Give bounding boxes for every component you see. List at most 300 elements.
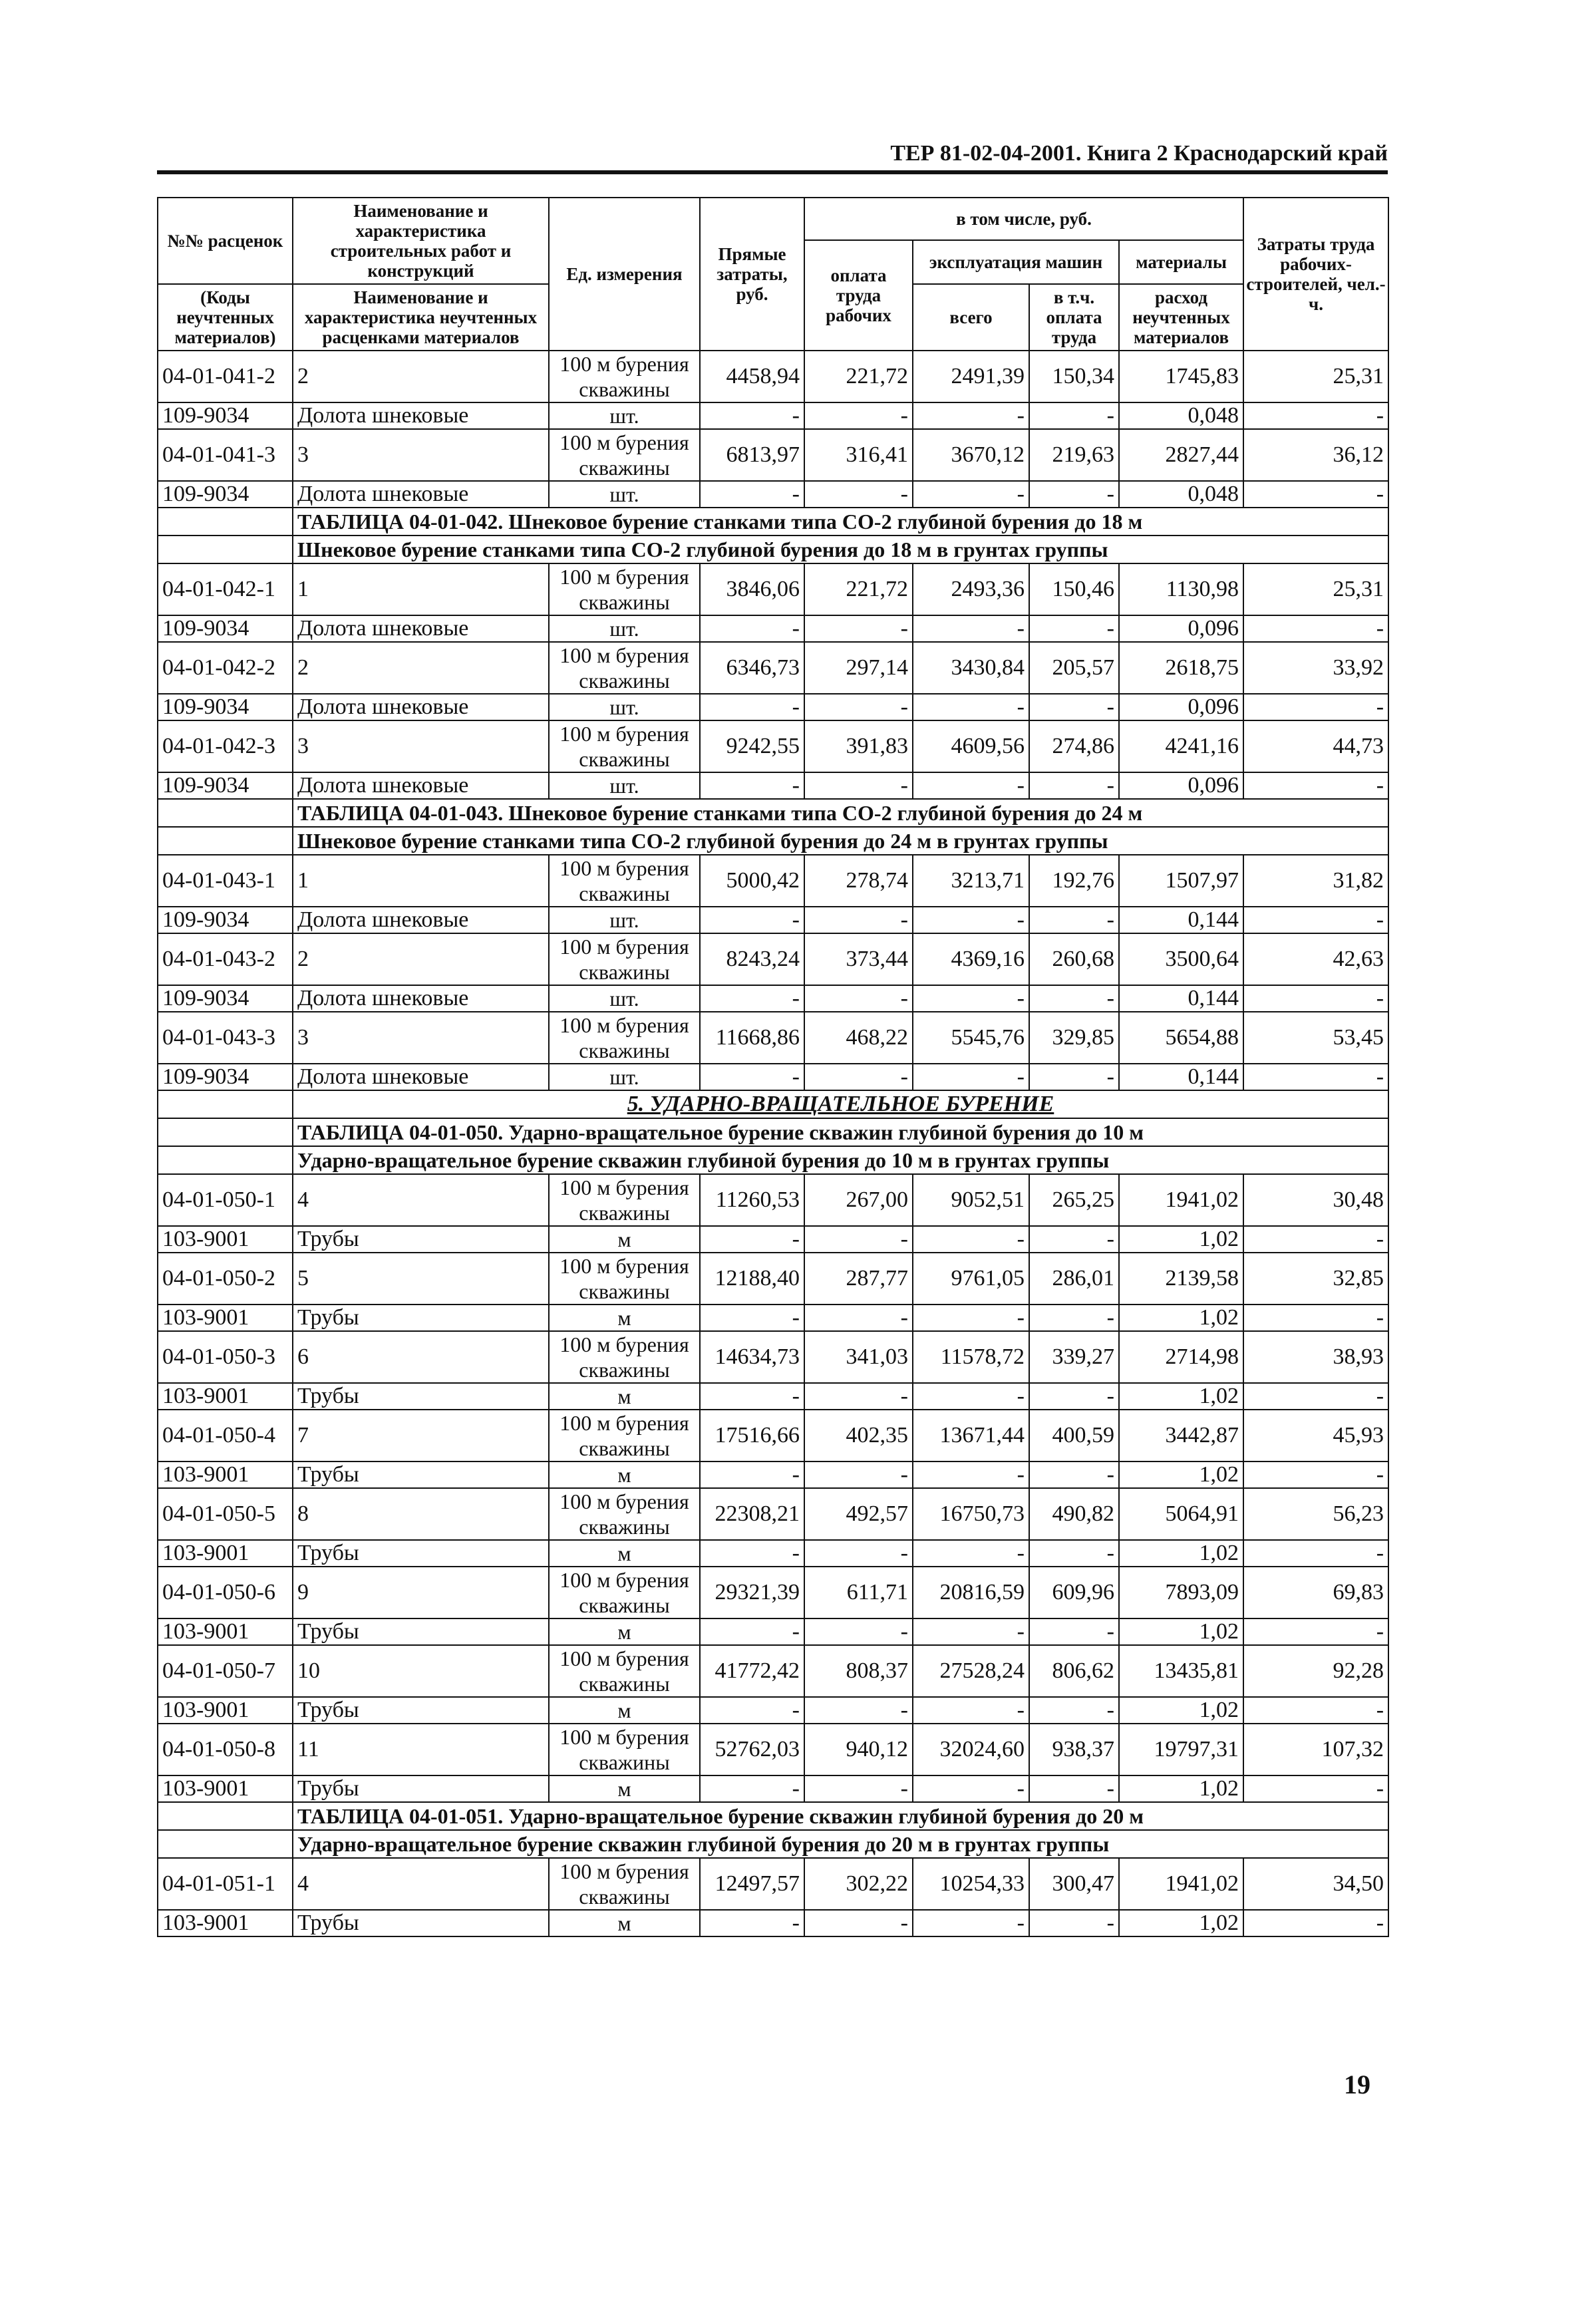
labor-hours-cell: 53,45 — [1243, 1012, 1388, 1064]
price-row — [158, 642, 1388, 694]
direct-costs-cell: 14634,73 — [700, 1331, 804, 1383]
resource-row — [158, 1461, 1388, 1488]
labor-hours-cell: 36,12 — [1243, 429, 1388, 481]
direct-costs-cell: - — [700, 615, 804, 642]
price-row — [158, 1724, 1388, 1775]
labor-wages-cell: - — [804, 1697, 913, 1724]
labor-hours-cell: - — [1243, 985, 1388, 1012]
direct-costs-cell: 9242,55 — [700, 720, 804, 772]
rate-code-cell: 109-9034 — [158, 481, 293, 508]
labor-hours-cell: 56,23 — [1243, 1488, 1388, 1540]
work-name-cell: 11 — [293, 1724, 549, 1775]
col-labor-wages: оплата труда рабочих — [804, 240, 913, 351]
unit-measure-cell: шт. — [549, 1064, 700, 1090]
unit-measure-cell: м — [549, 1305, 700, 1331]
work-name-cell: 4 — [293, 1858, 549, 1910]
machines-total-cell: 9761,05 — [913, 1253, 1029, 1305]
direct-costs-cell: - — [700, 1540, 804, 1567]
labor-wages-cell: - — [804, 481, 913, 508]
labor-wages-cell: 492,57 — [804, 1488, 913, 1540]
materials-cell: 1,02 — [1119, 1461, 1243, 1488]
rate-code-cell: 04-01-043-2 — [158, 933, 293, 985]
materials-cell: 0,048 — [1119, 402, 1243, 429]
labor-wages-cell: 221,72 — [804, 563, 913, 615]
col-code-top: №№ расценок — [158, 198, 293, 284]
labor-wages-cell: 940,12 — [804, 1724, 913, 1775]
materials-cell: 1745,83 — [1119, 351, 1243, 402]
resource-row — [158, 985, 1388, 1012]
machines-labor-cell: - — [1029, 1461, 1119, 1488]
section-heading-row — [158, 1090, 1388, 1118]
machines-total-cell: - — [913, 1540, 1029, 1567]
materials-cell: 0,144 — [1119, 1064, 1243, 1090]
rate-code-cell: 103-9001 — [158, 1461, 293, 1488]
work-name-cell: 8 — [293, 1488, 549, 1540]
direct-costs-cell: 3846,06 — [700, 563, 804, 615]
direct-costs-cell: 52762,03 — [700, 1724, 804, 1775]
labor-hours-cell: 69,83 — [1243, 1567, 1388, 1618]
labor-wages-cell: - — [804, 1064, 913, 1090]
resource-row — [158, 772, 1388, 799]
col-machines-labor: в т.ч. оплата труда — [1029, 284, 1119, 351]
price-row — [158, 1858, 1388, 1910]
unit-measure-cell: м — [549, 1383, 700, 1410]
price-row — [158, 1488, 1388, 1540]
page-number: 19 — [1344, 2070, 1370, 2099]
materials-cell: 0,096 — [1119, 772, 1243, 799]
machines-total-cell: 16750,73 — [913, 1488, 1029, 1540]
rate-code-cell: 04-01-050-8 — [158, 1724, 293, 1775]
labor-wages-cell: - — [804, 615, 913, 642]
work-name-cell: Трубы — [293, 1910, 549, 1936]
unit-measure-cell: 100 м бурения скважины — [549, 1253, 700, 1305]
work-name-cell: Долота шнековые — [293, 985, 549, 1012]
unit-measure-cell: 100 м бурения скважины — [549, 351, 700, 402]
materials-cell: 1941,02 — [1119, 1174, 1243, 1226]
machines-labor-cell: - — [1029, 1064, 1119, 1090]
unit-measure-cell: 100 м бурения скважины — [549, 1724, 700, 1775]
col-machines: эксплуатация машин — [913, 240, 1119, 284]
resource-row — [158, 1540, 1388, 1567]
machines-total-cell: - — [913, 615, 1029, 642]
machines-labor-cell: 274,86 — [1029, 720, 1119, 772]
col-labor-hours: Затраты труда рабочих-строителей, чел.-ч. — [1243, 198, 1388, 351]
price-row — [158, 1645, 1388, 1697]
rate-code-cell: 103-9001 — [158, 1226, 293, 1253]
direct-costs-cell: 6346,73 — [700, 642, 804, 694]
direct-costs-cell: - — [700, 1618, 804, 1645]
materials-cell: 19797,31 — [1119, 1724, 1243, 1775]
materials-cell: 5064,91 — [1119, 1488, 1243, 1540]
work-name-cell: Трубы — [293, 1226, 549, 1253]
labor-wages-cell: 611,71 — [804, 1567, 913, 1618]
col-materials-consumption: расход неучтенных материалов — [1119, 284, 1243, 351]
section-heading: 5. УДАРНО-ВРАЩАТЕЛЬНОЕ БУРЕНИЕ — [293, 1090, 1388, 1118]
labor-hours-cell: 25,31 — [1243, 563, 1388, 615]
machines-total-cell: 20816,59 — [913, 1567, 1029, 1618]
price-row — [158, 1253, 1388, 1305]
machines-total-cell: - — [913, 1383, 1029, 1410]
col-unit: Ед. измерения — [549, 198, 700, 351]
machines-total-cell: - — [913, 1697, 1029, 1724]
machines-labor-cell: - — [1029, 402, 1119, 429]
col-direct-costs: Прямые затраты, руб. — [700, 198, 804, 351]
labor-wages-cell: - — [804, 985, 913, 1012]
resource-row — [158, 1910, 1388, 1936]
work-name-cell: Долота шнековые — [293, 481, 549, 508]
price-row — [158, 429, 1388, 481]
materials-cell: 4241,16 — [1119, 720, 1243, 772]
resource-row — [158, 1064, 1388, 1090]
machines-labor-cell: 400,59 — [1029, 1410, 1119, 1461]
rate-code-cell: 04-01-042-3 — [158, 720, 293, 772]
labor-wages-cell: - — [804, 1618, 913, 1645]
rate-code-cell: 109-9034 — [158, 615, 293, 642]
table-subtitle: Шнековое бурение станками типа СО-2 глубиной бурения до 18 м в грунтах группы — [293, 536, 1388, 563]
table-subtitle: Шнековое бурение станками типа СО-2 глубиной бурения до 24 м в грунтах группы — [293, 827, 1388, 855]
resource-row — [158, 615, 1388, 642]
unit-measure-cell: 100 м бурения скважины — [549, 1858, 700, 1910]
labor-wages-cell: 402,35 — [804, 1410, 913, 1461]
machines-labor-cell: - — [1029, 481, 1119, 508]
labor-hours-cell: 30,48 — [1243, 1174, 1388, 1226]
work-name-cell: Трубы — [293, 1461, 549, 1488]
unit-measure-cell: шт. — [549, 772, 700, 799]
machines-labor-cell: 329,85 — [1029, 1012, 1119, 1064]
spacer-cell — [158, 827, 293, 855]
materials-cell: 0,096 — [1119, 615, 1243, 642]
table-title: ТАБЛИЦА 04-01-043. Шнековое бурение станками типа СО-2 глубиной бурения до 24 м — [293, 799, 1388, 827]
table-title: ТАБЛИЦА 04-01-042. Шнековое бурение станками типа СО-2 глубиной бурения до 18 м — [293, 508, 1388, 536]
rate-code-cell: 109-9034 — [158, 985, 293, 1012]
machines-total-cell: - — [913, 1461, 1029, 1488]
unit-measure-cell: 100 м бурения скважины — [549, 1645, 700, 1697]
resource-row — [158, 1305, 1388, 1331]
price-row — [158, 1012, 1388, 1064]
direct-costs-cell: - — [700, 1226, 804, 1253]
unit-measure-cell: 100 м бурения скважины — [549, 1331, 700, 1383]
table-title-row — [158, 1802, 1388, 1830]
unit-measure-cell: 100 м бурения скважины — [549, 1012, 700, 1064]
labor-wages-cell: - — [804, 1540, 913, 1567]
machines-total-cell: - — [913, 694, 1029, 720]
rate-code-cell: 103-9001 — [158, 1383, 293, 1410]
rate-code-cell: 04-01-051-1 — [158, 1858, 293, 1910]
materials-cell: 1,02 — [1119, 1383, 1243, 1410]
table-subtitle-row — [158, 1830, 1388, 1858]
labor-wages-cell: 468,22 — [804, 1012, 913, 1064]
labor-hours-cell: 31,82 — [1243, 855, 1388, 907]
labor-wages-cell: 391,83 — [804, 720, 913, 772]
resource-row — [158, 1697, 1388, 1724]
machines-labor-cell: 300,47 — [1029, 1858, 1119, 1910]
machines-total-cell: - — [913, 1910, 1029, 1936]
spacer-cell — [158, 1118, 293, 1146]
work-name-cell: 2 — [293, 642, 549, 694]
rates-table-container — [157, 197, 1388, 1937]
rate-code-cell: 103-9001 — [158, 1910, 293, 1936]
work-name-cell: 6 — [293, 1331, 549, 1383]
machines-total-cell: 2493,36 — [913, 563, 1029, 615]
unit-measure-cell: 100 м бурения скважины — [549, 642, 700, 694]
labor-hours-cell: - — [1243, 694, 1388, 720]
work-name-cell: Трубы — [293, 1540, 549, 1567]
rate-code-cell: 103-9001 — [158, 1540, 293, 1567]
machines-total-cell: - — [913, 1064, 1029, 1090]
materials-cell: 1,02 — [1119, 1226, 1243, 1253]
machines-labor-cell: 938,37 — [1029, 1724, 1119, 1775]
materials-cell: 1507,97 — [1119, 855, 1243, 907]
machines-total-cell: 4609,56 — [913, 720, 1029, 772]
direct-costs-cell: 22308,21 — [700, 1488, 804, 1540]
machines-total-cell: 5545,76 — [913, 1012, 1029, 1064]
machines-labor-cell: - — [1029, 985, 1119, 1012]
unit-measure-cell: 100 м бурения скважины — [549, 933, 700, 985]
price-row — [158, 351, 1388, 402]
labor-hours-cell: - — [1243, 907, 1388, 933]
labor-hours-cell: - — [1243, 1540, 1388, 1567]
work-name-cell: 5 — [293, 1253, 549, 1305]
col-name-bottom: Наименование и характеристика неучтенных расценками материалов — [293, 284, 549, 351]
labor-hours-cell: 44,73 — [1243, 720, 1388, 772]
labor-wages-cell: 221,72 — [804, 351, 913, 402]
spacer-cell — [158, 1146, 293, 1174]
materials-cell: 1,02 — [1119, 1305, 1243, 1331]
machines-labor-cell: 205,57 — [1029, 642, 1119, 694]
unit-measure-cell: шт. — [549, 402, 700, 429]
labor-hours-cell: - — [1243, 615, 1388, 642]
direct-costs-cell: 8243,24 — [700, 933, 804, 985]
machines-labor-cell: - — [1029, 1775, 1119, 1802]
work-name-cell: Долота шнековые — [293, 1064, 549, 1090]
materials-cell: 7893,09 — [1119, 1567, 1243, 1618]
table-subtitle-row — [158, 536, 1388, 563]
work-name-cell: Трубы — [293, 1697, 549, 1724]
rate-code-cell: 109-9034 — [158, 1064, 293, 1090]
machines-total-cell: 11578,72 — [913, 1331, 1029, 1383]
machines-labor-cell: - — [1029, 694, 1119, 720]
direct-costs-cell: 12497,57 — [700, 1858, 804, 1910]
table-title-row — [158, 1118, 1388, 1146]
unit-measure-cell: м — [549, 1540, 700, 1567]
labor-wages-cell: 278,74 — [804, 855, 913, 907]
direct-costs-cell: 41772,42 — [700, 1645, 804, 1697]
resource-row — [158, 402, 1388, 429]
materials-cell: 1,02 — [1119, 1910, 1243, 1936]
rate-code-cell: 04-01-042-2 — [158, 642, 293, 694]
labor-hours-cell: 25,31 — [1243, 351, 1388, 402]
work-name-cell: 9 — [293, 1567, 549, 1618]
rate-code-cell: 109-9034 — [158, 694, 293, 720]
unit-measure-cell: 100 м бурения скважины — [549, 855, 700, 907]
machines-labor-cell: 490,82 — [1029, 1488, 1119, 1540]
unit-measure-cell: 100 м бурения скважины — [549, 1567, 700, 1618]
materials-cell: 0,096 — [1119, 694, 1243, 720]
rate-code-cell: 04-01-043-3 — [158, 1012, 293, 1064]
unit-measure-cell: 100 м бурения скважины — [549, 429, 700, 481]
machines-total-cell: 27528,24 — [913, 1645, 1029, 1697]
table-title: ТАБЛИЦА 04-01-050. Ударно-вращательное бурение скважин глубиной бурения до 10 м — [293, 1118, 1388, 1146]
rate-code-cell: 103-9001 — [158, 1697, 293, 1724]
rate-code-cell: 04-01-050-2 — [158, 1253, 293, 1305]
machines-labor-cell: - — [1029, 1226, 1119, 1253]
col-machines-total: всего — [913, 284, 1029, 351]
materials-cell: 1130,98 — [1119, 563, 1243, 615]
direct-costs-cell: - — [700, 1461, 804, 1488]
work-name-cell: 4 — [293, 1174, 549, 1226]
machines-labor-cell: 609,96 — [1029, 1567, 1119, 1618]
direct-costs-cell: 17516,66 — [700, 1410, 804, 1461]
direct-costs-cell: - — [700, 1064, 804, 1090]
rate-code-cell: 103-9001 — [158, 1305, 293, 1331]
unit-measure-cell: шт. — [549, 694, 700, 720]
labor-wages-cell: - — [804, 1305, 913, 1331]
col-code-bottom: (Коды неучтенных материалов) — [158, 284, 293, 351]
machines-labor-cell: 286,01 — [1029, 1253, 1119, 1305]
price-row — [158, 1410, 1388, 1461]
labor-hours-cell: 92,28 — [1243, 1645, 1388, 1697]
machines-labor-cell: - — [1029, 1618, 1119, 1645]
labor-wages-cell: - — [804, 1226, 913, 1253]
unit-measure-cell: м — [549, 1775, 700, 1802]
col-name-top: Наименование и характеристика строительных работ и конструкций — [293, 198, 549, 284]
materials-cell: 3500,64 — [1119, 933, 1243, 985]
spacer-cell — [158, 508, 293, 536]
machines-total-cell: - — [913, 1618, 1029, 1645]
rate-code-cell: 109-9034 — [158, 772, 293, 799]
machines-labor-cell: - — [1029, 1910, 1119, 1936]
labor-hours-cell: - — [1243, 402, 1388, 429]
rate-code-cell: 04-01-050-3 — [158, 1331, 293, 1383]
machines-labor-cell: - — [1029, 907, 1119, 933]
table-subtitle-row — [158, 1146, 1388, 1174]
materials-cell: 3442,87 — [1119, 1410, 1243, 1461]
work-name-cell: Долота шнековые — [293, 615, 549, 642]
machines-total-cell: 9052,51 — [913, 1174, 1029, 1226]
direct-costs-cell: 4458,94 — [700, 351, 804, 402]
labor-hours-cell: 33,92 — [1243, 642, 1388, 694]
machines-labor-cell: 150,46 — [1029, 563, 1119, 615]
direct-costs-cell: - — [700, 402, 804, 429]
machines-total-cell: - — [913, 402, 1029, 429]
spacer-cell — [158, 1090, 293, 1118]
resource-row — [158, 481, 1388, 508]
unit-measure-cell: 100 м бурения скважины — [549, 1410, 700, 1461]
direct-costs-cell: - — [700, 772, 804, 799]
direct-costs-cell: 12188,40 — [700, 1253, 804, 1305]
rate-code-cell: 04-01-050-1 — [158, 1174, 293, 1226]
unit-measure-cell: 100 м бурения скважины — [549, 1174, 700, 1226]
machines-labor-cell: 806,62 — [1029, 1645, 1119, 1697]
materials-cell: 1,02 — [1119, 1618, 1243, 1645]
direct-costs-cell: 29321,39 — [700, 1567, 804, 1618]
price-row — [158, 1174, 1388, 1226]
table-body — [158, 351, 1388, 1936]
machines-total-cell: 3670,12 — [913, 429, 1029, 481]
rate-code-cell: 04-01-041-2 — [158, 351, 293, 402]
machines-total-cell: 3430,84 — [913, 642, 1029, 694]
unit-measure-cell: м — [549, 1461, 700, 1488]
materials-cell: 1,02 — [1119, 1697, 1243, 1724]
direct-costs-cell: 11668,86 — [700, 1012, 804, 1064]
rate-code-cell: 04-01-050-7 — [158, 1645, 293, 1697]
work-name-cell: 1 — [293, 563, 549, 615]
labor-hours-cell: - — [1243, 1910, 1388, 1936]
price-row — [158, 720, 1388, 772]
machines-total-cell: 2491,39 — [913, 351, 1029, 402]
labor-wages-cell: 267,00 — [804, 1174, 913, 1226]
table-header — [158, 198, 1388, 351]
table-title-row — [158, 508, 1388, 536]
labor-hours-cell: 34,50 — [1243, 1858, 1388, 1910]
work-name-cell: 1 — [293, 855, 549, 907]
machines-total-cell: - — [913, 1305, 1029, 1331]
direct-costs-cell: 5000,42 — [700, 855, 804, 907]
direct-costs-cell: - — [700, 694, 804, 720]
machines-total-cell: 4369,16 — [913, 933, 1029, 985]
price-row — [158, 1331, 1388, 1383]
machines-total-cell: - — [913, 772, 1029, 799]
direct-costs-cell: - — [700, 907, 804, 933]
machines-total-cell: 10254,33 — [913, 1858, 1029, 1910]
machines-labor-cell: 265,25 — [1029, 1174, 1119, 1226]
spacer-cell — [158, 536, 293, 563]
resource-row — [158, 1618, 1388, 1645]
unit-measure-cell: 100 м бурения скважины — [549, 563, 700, 615]
machines-total-cell: - — [913, 985, 1029, 1012]
labor-hours-cell: 107,32 — [1243, 1724, 1388, 1775]
table-subtitle: Ударно-вращательное бурение скважин глубиной бурения до 10 м в грунтах группы — [293, 1146, 1388, 1174]
labor-hours-cell: 32,85 — [1243, 1253, 1388, 1305]
labor-hours-cell: - — [1243, 1226, 1388, 1253]
machines-labor-cell: - — [1029, 615, 1119, 642]
unit-measure-cell: шт. — [549, 615, 700, 642]
rate-code-cell: 04-01-041-3 — [158, 429, 293, 481]
labor-wages-cell: - — [804, 694, 913, 720]
machines-labor-cell: - — [1029, 1383, 1119, 1410]
unit-measure-cell: шт. — [549, 481, 700, 508]
resource-row — [158, 1775, 1388, 1802]
materials-cell: 0,144 — [1119, 907, 1243, 933]
resource-row — [158, 907, 1388, 933]
materials-cell: 2714,98 — [1119, 1331, 1243, 1383]
work-name-cell: Трубы — [293, 1305, 549, 1331]
labor-hours-cell: 42,63 — [1243, 933, 1388, 985]
labor-hours-cell: - — [1243, 1383, 1388, 1410]
direct-costs-cell: - — [700, 1383, 804, 1410]
labor-wages-cell: 373,44 — [804, 933, 913, 985]
labor-wages-cell: 302,22 — [804, 1858, 913, 1910]
work-name-cell: 3 — [293, 429, 549, 481]
unit-measure-cell: м — [549, 1618, 700, 1645]
machines-total-cell: 3213,71 — [913, 855, 1029, 907]
work-name-cell: Трубы — [293, 1775, 549, 1802]
materials-cell: 0,144 — [1119, 985, 1243, 1012]
work-name-cell: Долота шнековые — [293, 402, 549, 429]
direct-costs-cell: - — [700, 985, 804, 1012]
machines-total-cell: - — [913, 1226, 1029, 1253]
work-name-cell: 7 — [293, 1410, 549, 1461]
labor-hours-cell: - — [1243, 1305, 1388, 1331]
rate-code-cell: 04-01-050-4 — [158, 1410, 293, 1461]
work-name-cell: Трубы — [293, 1383, 549, 1410]
machines-labor-cell: - — [1029, 1305, 1119, 1331]
rate-code-cell: 04-01-042-1 — [158, 563, 293, 615]
price-row — [158, 1567, 1388, 1618]
labor-wages-cell: 808,37 — [804, 1645, 913, 1697]
unit-measure-cell: 100 м бурения скважины — [549, 720, 700, 772]
labor-hours-cell: - — [1243, 1775, 1388, 1802]
